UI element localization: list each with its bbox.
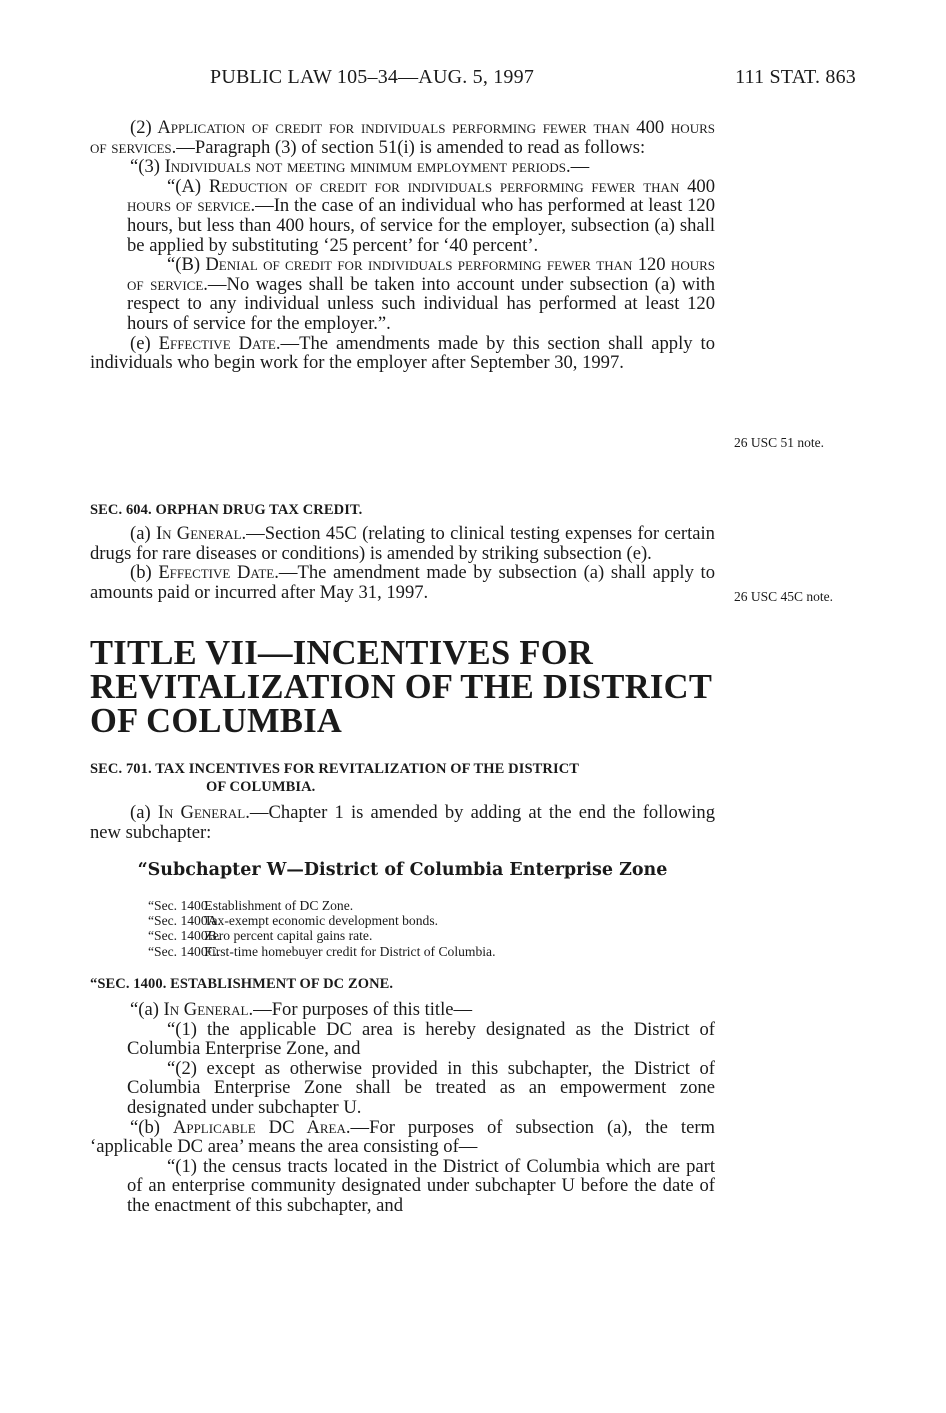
section-1400-subsection-b [90,1118,715,1157]
subparagraph-b-heading: “(B) Denial of credit for individuals performing fewer than 120 hours of service. [127,254,715,295]
section-604-a-lead: (a) [130,523,156,544]
section-604-heading: SEC. 604. ORPHAN DRUG TAX CREDIT. [90,502,363,518]
toc-section-number: “Sec. 1400C. [148,943,221,959]
section-1400-a-heading: In General. [163,999,254,1020]
toc-row [148,898,495,913]
header-law-citation: PUBLIC LAW 105–34—AUG. 5, 1997 [210,66,535,88]
section-1400-a-paragraph-1: “(1) the applicable DC area is hereby designated as the District of Columbia Enterprise Zone, and [127,1018,715,1060]
toc-row [148,944,495,959]
section-1400-heading: “SEC. 1400. ESTABLISHMENT OF DC ZONE. [90,976,394,992]
toc-section-title: Tax-exempt economic development bonds. [204,913,439,929]
paragraph-2 [90,118,715,157]
section-604-subsection-a [90,524,715,563]
section-701-heading [90,760,715,796]
toc-section-title: Establishment of DC Zone. [204,898,354,913]
margin-note-26-usc-51: 26 USC 51 note. [734,435,825,450]
toc-section-title: First-time homebuyer credit for District of Columbia. [204,943,496,959]
section-701-heading-line1: SEC. 701. TAX INCENTIVES FOR REVITALIZATION OF THE DISTRICT [90,761,580,777]
section-1400-body [90,1000,715,1216]
subsection-e-lead: (e) [130,332,159,354]
toc-section-number: “Sec. 1400A. [148,913,221,929]
subparagraph-b [90,255,715,333]
subsection-e-heading: Effective Date. [158,332,281,354]
paragraph-2-text: —Paragraph (3) of section 51(i) is amended to read as follows: [176,136,646,158]
section-1400-b-heading: Applicable DC Area. [172,1116,351,1138]
section-1400-a-paragraph-2: “(2) except as otherwise provided in this subchapter, the District of Columbia Enterprise Zone shall be treated as an empowerment zone designated under subchapter U. [127,1057,715,1118]
section-1400-b-text: —For purposes of subsection (a), the term ‘applicable DC area’ means the area consisting of— [90,1116,715,1158]
section-701-body [90,803,715,842]
subparagraph-b-text: —No wages shall be taken into account under subsection (a) with respect to any individual unless such individual has performed at least 120 hours of service for the employer.”. [127,273,716,334]
section-1400-subsection-a [90,1000,715,1020]
subparagraph-a-text: —In the case of an individual who has performed at least 120 hours, but less than 400 hours, of service for the employer, subsection (a) shall be applied by substituting ‘25 percent’ for ‘40 percent’. [127,195,715,256]
section-1400-b-lead: “(b) [130,1116,173,1138]
section-1400-a-lead: “(a) [130,999,164,1020]
section-604-subsection-b [90,563,715,602]
toc-section-number: “Sec. 1400. [148,898,212,913]
section-701-a-lead: (a) [130,802,158,823]
section-701-subsection-a [90,803,715,842]
subparagraph-a [90,177,715,255]
section-1400-b-paragraph-1: “(1) the census tracts located in the District of Columbia which are part of an enterprise community designated under subchapter U before the date of the enactment of this subchapter, and [127,1155,715,1216]
section-701-a-text: —Chapter 1 is amended by adding at the end the following new subchapter: [90,802,715,843]
paragraph-3-text: — [570,156,590,178]
toc-row [148,928,495,943]
toc-row [148,913,495,928]
subchapter-w-heading: “Subchapter W—District of Columbia Enterprise Zone [137,860,668,880]
section-701-a-heading: In General. [157,802,250,823]
section-604-b-lead: (b) [130,562,159,584]
paragraph-3 [90,157,715,177]
section-604-b-heading: Effective Date. [158,562,279,584]
subsection-e-text: —The amendments made by this section shall apply to individuals who begin work for the employer after September 30, 1997. [90,332,715,374]
section-701-heading-line2: OF COLUMBIA. [206,779,316,795]
subchapter-table-of-contents [148,898,495,959]
toc-section-number: “Sec. 1400B. [148,928,221,944]
header-stat-page: 111 STAT. 863 [735,66,856,88]
section-604-a-heading: In General. [155,523,247,544]
paragraph-2-heading: (2) Application of credit for individuals performing fewer than 400 hours of services. [90,117,715,158]
section-604-a-text: —Section 45C (relating to clinical testing expenses for certain drugs for rare diseases or conditions) is amended by striking subsection (e). [90,523,715,564]
section-1400-a-text: —For purposes of this title— [253,999,473,1020]
title-vii-heading: TITLE VII—INCENTIVES FOR REVITALIZATION OF THE DISTRICT OF COLUMBIA [90,634,712,740]
subparagraph-a-heading: “(A) Reduction of credit for individuals performing fewer than 400 hours of service. [127,175,715,217]
toc-section-title: Zero percent capital gains rate. [204,928,373,944]
paragraph-3-heading: “(3) Individuals not meeting minimum employment periods. [130,156,571,178]
section-603-continuation [90,118,715,373]
subsection-e [90,334,715,373]
section-604-body [90,524,715,602]
margin-note-26-usc-45c: 26 USC 45C note. [734,589,834,604]
section-604-b-text: —The amendment made by subsection (a) shall apply to amounts paid or incurred after May 31, 1997. [90,562,715,603]
